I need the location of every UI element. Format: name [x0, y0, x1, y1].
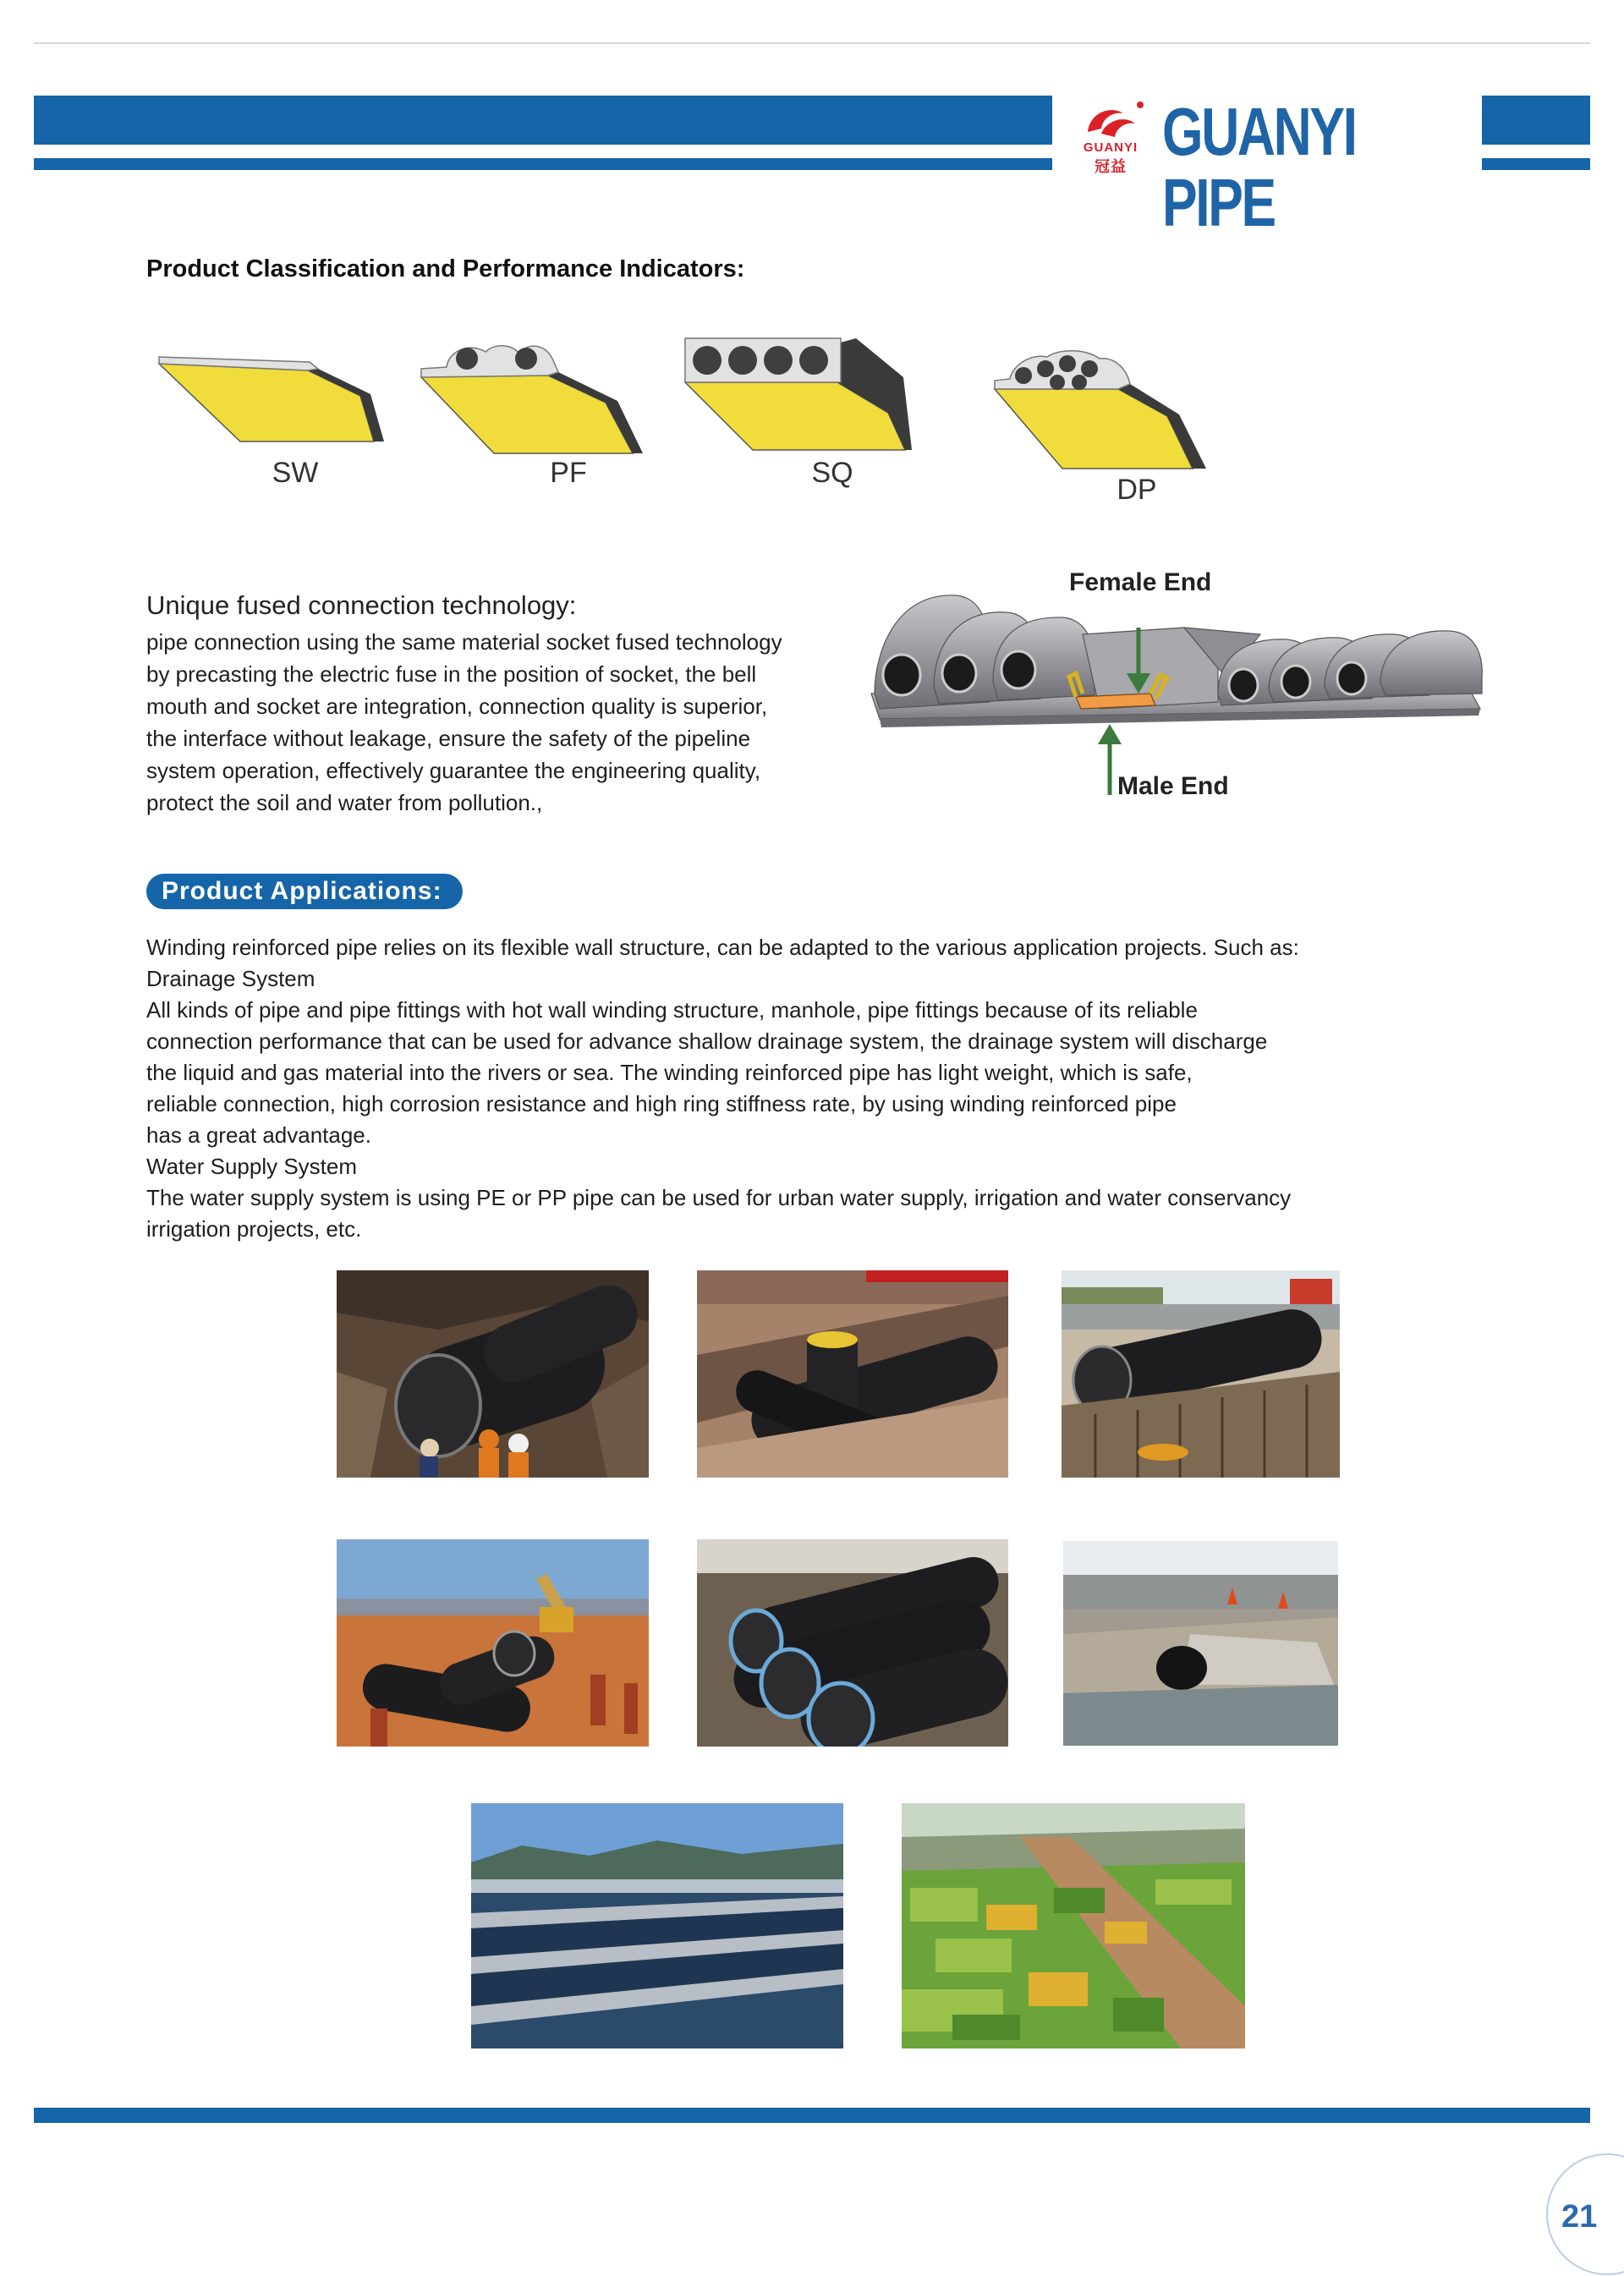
connection-title: Unique fused connection technology:	[146, 590, 577, 620]
photo-culvert-outlet	[1063, 1541, 1338, 1746]
application-line: Winding reinforced pipe relies on its flexible wall structure, can be adapted to the various application projects. Such as:	[146, 935, 1299, 960]
application-line: Water Supply System	[146, 1154, 358, 1179]
female-end-label: Female End	[1069, 568, 1212, 596]
application-line: All kinds of pipe and pipe fittings with hot wall winding structure, manhole, pipe fittings because of its reliable	[146, 997, 1198, 1023]
connection-line: the interface without leakage, ensure the safety of the pipeline	[146, 726, 751, 751]
page-number: 21	[1561, 2199, 1598, 2235]
sq-profile-diagram	[682, 332, 915, 458]
photo-irrigation-farmland	[902, 1803, 1245, 2048]
profile-label-sq: SQ	[811, 457, 853, 489]
fused-connection-diagram	[863, 567, 1489, 820]
application-line: The water supply system is using PE or PP pipe can be used for urban water supply, irrigation and water conservancy	[146, 1185, 1292, 1210]
application-line: reliable connection, high corrosion resistance and high ring stiffness rate, by using winding reinforced pipe	[146, 1091, 1177, 1116]
classification-heading: Product Classification and Performance Indicators:	[146, 255, 745, 282]
connection-line: protect the soil and water from pollution.,	[146, 790, 543, 815]
connection-line: mouth and socket are integration, connection quality is superior,	[146, 694, 768, 719]
logo-small-text: GUANYI 冠益	[1083, 140, 1138, 175]
photo-manhole-fitting	[697, 1270, 1008, 1478]
top-divider	[34, 42, 1590, 44]
header-band-right	[1482, 96, 1590, 170]
application-line: Drainage System	[146, 966, 315, 991]
pf-profile-diagram	[418, 335, 646, 462]
connection-description	[146, 626, 891, 819]
applications-text	[146, 932, 1584, 1245]
connection-line: pipe connection using the same material socket fused technology	[146, 629, 782, 655]
photo-trench-long-pipe	[1062, 1270, 1340, 1478]
photo-trench-pipe-workers	[337, 1270, 649, 1478]
connection-line: system operation, effectively guarantee the engineering quality,	[146, 758, 761, 783]
male-end-label: Male End	[1117, 772, 1229, 800]
applications-badge: Product Applications:	[146, 874, 463, 909]
brand-logo	[1067, 90, 1473, 240]
sw-profile-diagram	[152, 354, 389, 455]
photo-water-treatment-channels	[471, 1803, 843, 2048]
profile-label-sw: SW	[272, 457, 319, 489]
footer-band	[34, 2108, 1590, 2123]
dp-profile-diagram	[991, 345, 1213, 472]
application-line: the liquid and gas material into the rivers or sea. The winding reinforced pipe has light weight, which is safe,	[146, 1060, 1193, 1085]
photo-pipes-in-pit	[697, 1539, 1008, 1747]
header-band-left	[34, 96, 1052, 170]
profile-label-dp: DP	[1116, 474, 1157, 506]
profile-label-pf: PF	[550, 457, 587, 489]
application-line: irrigation projects, etc.	[146, 1216, 362, 1242]
photo-pipe-field-excavator	[337, 1539, 649, 1747]
connection-line: by precasting the electric fuse in the position of socket, the bell	[146, 661, 757, 687]
brand-name: GUANYI PIPE	[1162, 94, 1356, 240]
application-line: connection performance that can be used for advance shallow drainage system, the drainage system will discharge	[146, 1028, 1268, 1054]
application-line: has a great advantage.	[146, 1122, 371, 1148]
